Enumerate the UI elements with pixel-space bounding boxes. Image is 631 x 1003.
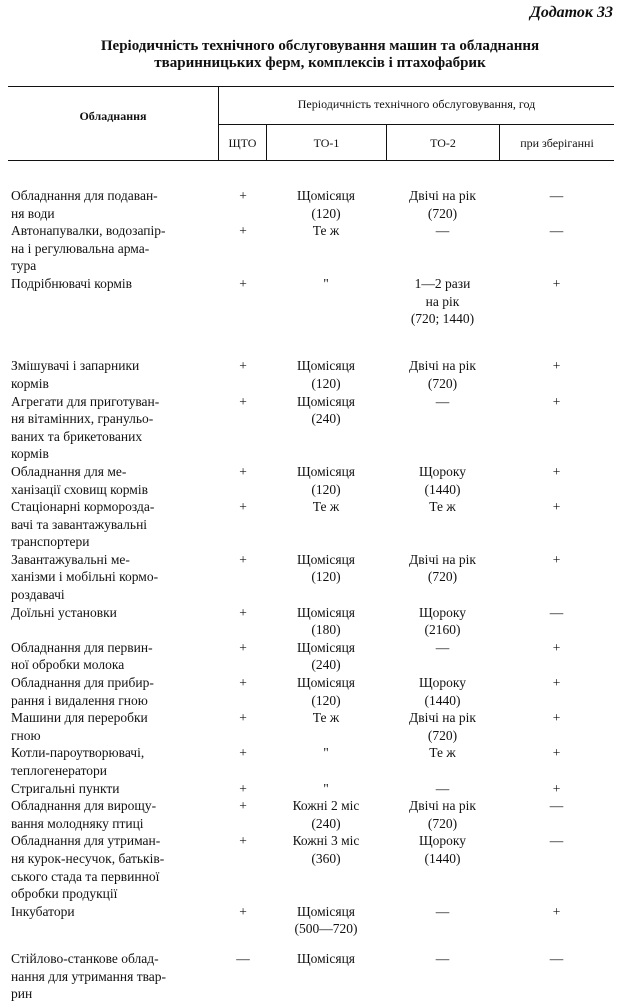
to1-cell <box>266 903 386 938</box>
equipment-name <box>8 463 220 498</box>
to1-cell-line: (120) <box>311 569 341 585</box>
to1-cell-line: Щомісяця <box>296 358 356 374</box>
to1-cell-line: (120) <box>311 692 341 708</box>
to2-cell-line: (720) <box>427 205 458 221</box>
to2-cell-line: (1440) <box>424 481 461 497</box>
to2-cell <box>386 393 499 463</box>
shto-cell: + <box>239 710 247 726</box>
to2-cell-line: Двічі на рік <box>409 710 476 726</box>
table-row <box>8 551 614 604</box>
storage-cell: + <box>552 499 561 515</box>
equipment-name-line: Стійлово-станкове облад- <box>11 950 159 966</box>
equipment-name-line: нання для утримання твар- <box>11 968 167 984</box>
equipment-name <box>8 357 220 392</box>
shto-cell: + <box>239 358 247 374</box>
row-spacer <box>8 345 614 357</box>
equipment-name-line: теплогенератори <box>11 763 108 778</box>
equipment-name <box>8 709 220 744</box>
to1-cell-line: (120) <box>311 375 341 391</box>
equipment-name <box>8 780 220 798</box>
equipment-name-line: Обладнання для ме- <box>11 463 127 479</box>
storage-cell: + <box>552 639 561 655</box>
table-row <box>8 950 614 1003</box>
equipment-name-line: Інкубатори <box>11 903 75 919</box>
header-to2: ТО-2 <box>430 136 456 150</box>
equipment-name <box>8 187 220 222</box>
equipment-name-line <box>11 920 220 938</box>
equipment-name <box>8 639 220 674</box>
to2-cell-line: Двічі на рік <box>409 798 476 814</box>
table-body <box>8 187 614 1003</box>
equipment-name-line: ського стада та первинної <box>11 868 160 884</box>
equipment-name <box>8 832 220 902</box>
storage-cell: — <box>549 798 564 814</box>
table-row <box>8 275 614 345</box>
to1-cell-line: Кожні 2 міс <box>292 798 360 814</box>
to1-cell <box>266 275 386 345</box>
to2-cell <box>386 222 499 275</box>
table-row <box>8 639 614 674</box>
to2-cell-line: — <box>435 780 450 796</box>
table-row <box>8 393 614 463</box>
storage-cell: + <box>552 275 561 291</box>
to2-cell <box>386 674 499 709</box>
row-spacer <box>8 938 614 950</box>
equipment-name-line: Обладнання для первин- <box>11 639 153 655</box>
shto-cell: + <box>239 499 247 515</box>
shto-cell: + <box>239 275 247 291</box>
to2-cell-line: (720) <box>427 727 458 743</box>
equipment-name-line: Машини для переробки <box>11 710 148 726</box>
to1-cell-line: Те ж <box>312 499 340 515</box>
equipment-name-line: ня вітамінних, гранульо- <box>11 411 154 427</box>
to1-cell-line: (240) <box>311 411 341 427</box>
to2-cell-line: Двічі на рік <box>409 188 476 203</box>
equipment-name <box>8 744 220 779</box>
to1-cell <box>266 463 386 498</box>
to2-cell-line: — <box>435 393 450 409</box>
equipment-name-line: кормів <box>11 375 49 391</box>
to2-cell <box>386 498 499 551</box>
table-row <box>8 797 614 832</box>
to1-cell <box>266 780 386 798</box>
to1-cell-line: (500—720) <box>294 921 358 937</box>
header-top-rule <box>8 86 614 87</box>
to1-cell <box>266 187 386 222</box>
shto-cell: + <box>239 903 247 919</box>
to2-cell-line: (2160) <box>424 622 461 638</box>
equipment-name-line: ваних та брикетованих <box>11 428 143 444</box>
to1-cell-line: " <box>323 780 329 796</box>
to2-cell <box>386 780 499 798</box>
equipment-name-line: Завантажувальні ме- <box>11 551 130 567</box>
to2-cell <box>386 275 499 345</box>
to1-cell-line: Щомісяця <box>296 551 356 567</box>
to1-cell <box>266 797 386 832</box>
to2-cell <box>386 604 499 639</box>
storage-cell: — <box>549 950 564 966</box>
table-row <box>8 604 614 639</box>
shto-cell: + <box>239 223 247 239</box>
to2-cell-line: — <box>435 903 450 919</box>
storage-cell: + <box>552 903 561 919</box>
equipment-name-line: Автонапувалки, водозапір- <box>11 223 166 239</box>
to2-cell-line: (1440) <box>424 850 461 866</box>
equipment-name <box>8 903 220 938</box>
to1-cell <box>266 950 386 1003</box>
table-row <box>8 744 614 779</box>
to1-cell-line: " <box>323 745 329 761</box>
storage-cell: — <box>549 833 564 849</box>
equipment-name <box>8 393 220 463</box>
table-row <box>8 674 614 709</box>
equipment-name-line: ханізми і мобільні кормо- <box>11 569 159 585</box>
to2-cell-line: — <box>435 639 450 655</box>
to1-cell-line: (240) <box>311 815 341 831</box>
to2-cell <box>386 797 499 832</box>
to2-cell-line: Щороку <box>419 833 466 849</box>
to1-cell-line: (360) <box>311 850 341 866</box>
to1-cell-line: Кожні 3 міс <box>292 833 360 849</box>
to2-cell <box>386 187 499 222</box>
equipment-name-line: ня води <box>11 205 55 221</box>
to1-cell <box>266 674 386 709</box>
storage-cell: + <box>552 710 561 726</box>
storage-cell: + <box>552 780 561 796</box>
to1-cell <box>266 604 386 639</box>
header-periodicity: Періодичність технічного обслуговування, год <box>297 97 536 111</box>
table-row <box>8 357 614 392</box>
equipment-name-line: роздавачі <box>11 587 65 603</box>
to2-cell <box>386 551 499 604</box>
equipment-name <box>8 222 220 275</box>
to1-cell-line: " <box>323 275 329 291</box>
to1-cell <box>266 744 386 779</box>
to2-cell-line: Щороку <box>419 463 466 479</box>
to1-cell-line: Щомісяця <box>296 639 356 655</box>
to1-cell <box>266 639 386 674</box>
equipment-name-line: транспортери <box>11 534 90 550</box>
to2-cell-line: — <box>435 950 450 966</box>
storage-cell: + <box>552 463 561 479</box>
table-row <box>8 498 614 551</box>
equipment-name-line: Стаціонарні кормороздa- <box>11 499 155 515</box>
table-row <box>8 780 614 798</box>
equipment-name-line <box>11 310 220 328</box>
table-row <box>8 832 614 902</box>
shto-cell: + <box>239 675 247 691</box>
to2-cell <box>386 903 499 938</box>
equipment-name <box>8 275 220 345</box>
equipment-name-line: тура <box>11 258 37 274</box>
shto-cell: + <box>239 393 247 409</box>
equipment-name-line: вання молодняку птиці <box>11 815 144 831</box>
header-mid-rule <box>218 124 614 125</box>
equipment-name-line: Обладнання для утриман- <box>11 833 161 849</box>
table-row <box>8 903 614 938</box>
shto-cell: + <box>239 639 247 655</box>
equipment-name-line: Обладнання для прибир- <box>11 675 154 691</box>
equipment-name <box>8 498 220 551</box>
to1-cell-line: Те ж <box>312 710 340 726</box>
to2-cell <box>386 639 499 674</box>
equipment-name-line: вачі та завантажувальні <box>11 516 148 532</box>
to2-cell <box>386 950 499 1003</box>
to1-cell-line: Щомісяця <box>296 463 356 479</box>
to2-cell-line: — <box>435 223 450 239</box>
table-row <box>8 222 614 275</box>
equipment-name-line: кормів <box>11 446 49 462</box>
to2-cell-line: (720) <box>427 375 458 391</box>
to1-cell-line: Те ж <box>312 223 340 239</box>
to2-cell-line: (1440) <box>424 692 461 708</box>
to1-cell-line: Щомісяця <box>296 903 356 919</box>
shto-cell: — <box>236 950 250 966</box>
storage-cell: + <box>552 393 561 409</box>
equipment-name-line: Змішувачі і запарники <box>11 358 140 374</box>
shto-cell: + <box>239 604 247 620</box>
to2-cell-line: Двічі на рік <box>409 551 476 567</box>
storage-cell: + <box>552 551 561 567</box>
equipment-name <box>8 674 220 709</box>
to2-cell-line: (720) <box>427 569 458 585</box>
shto-cell: + <box>239 463 247 479</box>
equipment-name-line <box>11 293 220 311</box>
to1-cell-line: (180) <box>311 622 341 638</box>
title-line-2: тваринницьких ферм, комплексів і птахофабрик <box>154 55 486 71</box>
equipment-name-line: обробки продукції <box>11 886 118 902</box>
to1-cell <box>266 709 386 744</box>
header-storage: при зберіганні <box>520 136 594 150</box>
to2-cell <box>386 744 499 779</box>
to2-cell-line: Щороку <box>419 604 466 620</box>
equipment-name-line: ня курок-несучок, батьків- <box>11 850 165 866</box>
shto-cell: + <box>239 188 247 203</box>
to1-cell-line: (240) <box>311 657 341 673</box>
storage-cell: + <box>552 745 561 761</box>
storage-cell: — <box>549 604 564 620</box>
storage-cell: — <box>549 188 564 203</box>
shto-cell: + <box>239 551 247 567</box>
to1-cell-line: (120) <box>311 205 341 221</box>
to2-cell-line: Те ж <box>429 745 456 761</box>
to2-cell-line: (720; 1440) <box>410 311 475 327</box>
to2-cell-line: (720) <box>427 815 458 831</box>
appendix-label: Додаток 33 <box>530 4 613 21</box>
header-bottom-rule <box>8 160 614 161</box>
equipment-name-line: Подрібнювачі кормів <box>11 275 133 291</box>
to1-cell <box>266 498 386 551</box>
to1-cell-line: Щомісяця <box>296 188 356 203</box>
equipment-name-line: ханізації сховищ кормів <box>11 481 148 497</box>
to1-cell-line: Щомісяця <box>296 604 356 620</box>
header-shto: ЩТО <box>228 136 257 150</box>
table-row <box>8 187 614 222</box>
header-equipment: Обладнання <box>79 109 147 123</box>
equipment-name <box>8 950 220 1003</box>
shto-cell: + <box>239 833 247 849</box>
to1-cell <box>266 357 386 392</box>
equipment-name-line: рин <box>11 986 33 1002</box>
to1-cell-line: Щомісяця <box>296 393 356 409</box>
to2-cell-line: 1—2 рази <box>414 275 471 291</box>
equipment-name-line <box>11 621 220 639</box>
table-row <box>8 709 614 744</box>
equipment-name-line: Агрегати для приготуван- <box>11 393 160 409</box>
equipment-name-line: Доїльні установки <box>11 604 117 620</box>
to1-cell-line: (120) <box>311 481 341 497</box>
to2-cell-line: Двічі на рік <box>409 358 476 374</box>
to2-cell <box>386 463 499 498</box>
to2-cell <box>386 832 499 902</box>
equipment-name-line: на і регулювальна арма- <box>11 240 150 256</box>
to1-cell-line: Щомісяця <box>296 675 356 691</box>
to1-cell <box>266 551 386 604</box>
title-line-1: Періодичність технічного обслуговування машин та обладнання <box>100 38 540 54</box>
equipment-name <box>8 551 220 604</box>
equipment-name <box>8 604 220 639</box>
header-to1: ТО-1 <box>313 136 340 150</box>
shto-cell: + <box>239 745 247 761</box>
equipment-name-line: Котли-пароутворювачі, <box>11 745 145 761</box>
to2-cell <box>386 709 499 744</box>
to2-cell-line: Щороку <box>419 675 466 691</box>
to2-cell-line: на рік <box>425 293 460 309</box>
equipment-name-line: рання і видалення гною <box>11 692 148 708</box>
to2-cell <box>386 357 499 392</box>
equipment-name-line: Стригальні пункти <box>11 780 120 796</box>
to1-cell-line: Щомісяця <box>296 950 356 966</box>
equipment-name-line: Обладнання для вирощу- <box>11 798 157 814</box>
table-title <box>20 38 620 72</box>
to1-cell <box>266 393 386 463</box>
table-row <box>8 463 614 498</box>
equipment-name-line: ної обробки молока <box>11 657 125 673</box>
shto-cell: + <box>239 798 247 814</box>
equipment-name <box>8 797 220 832</box>
to1-cell <box>266 832 386 902</box>
equipment-name-line: гною <box>11 727 41 743</box>
to2-cell-line: Те ж <box>429 499 456 515</box>
to1-cell <box>266 222 386 275</box>
storage-cell: + <box>552 358 561 374</box>
shto-cell: + <box>239 780 247 796</box>
storage-cell: — <box>549 223 564 239</box>
equipment-name-line: Обладнання для подаван- <box>11 188 158 203</box>
equipment-name-line <box>11 328 220 346</box>
storage-cell: + <box>552 675 561 691</box>
